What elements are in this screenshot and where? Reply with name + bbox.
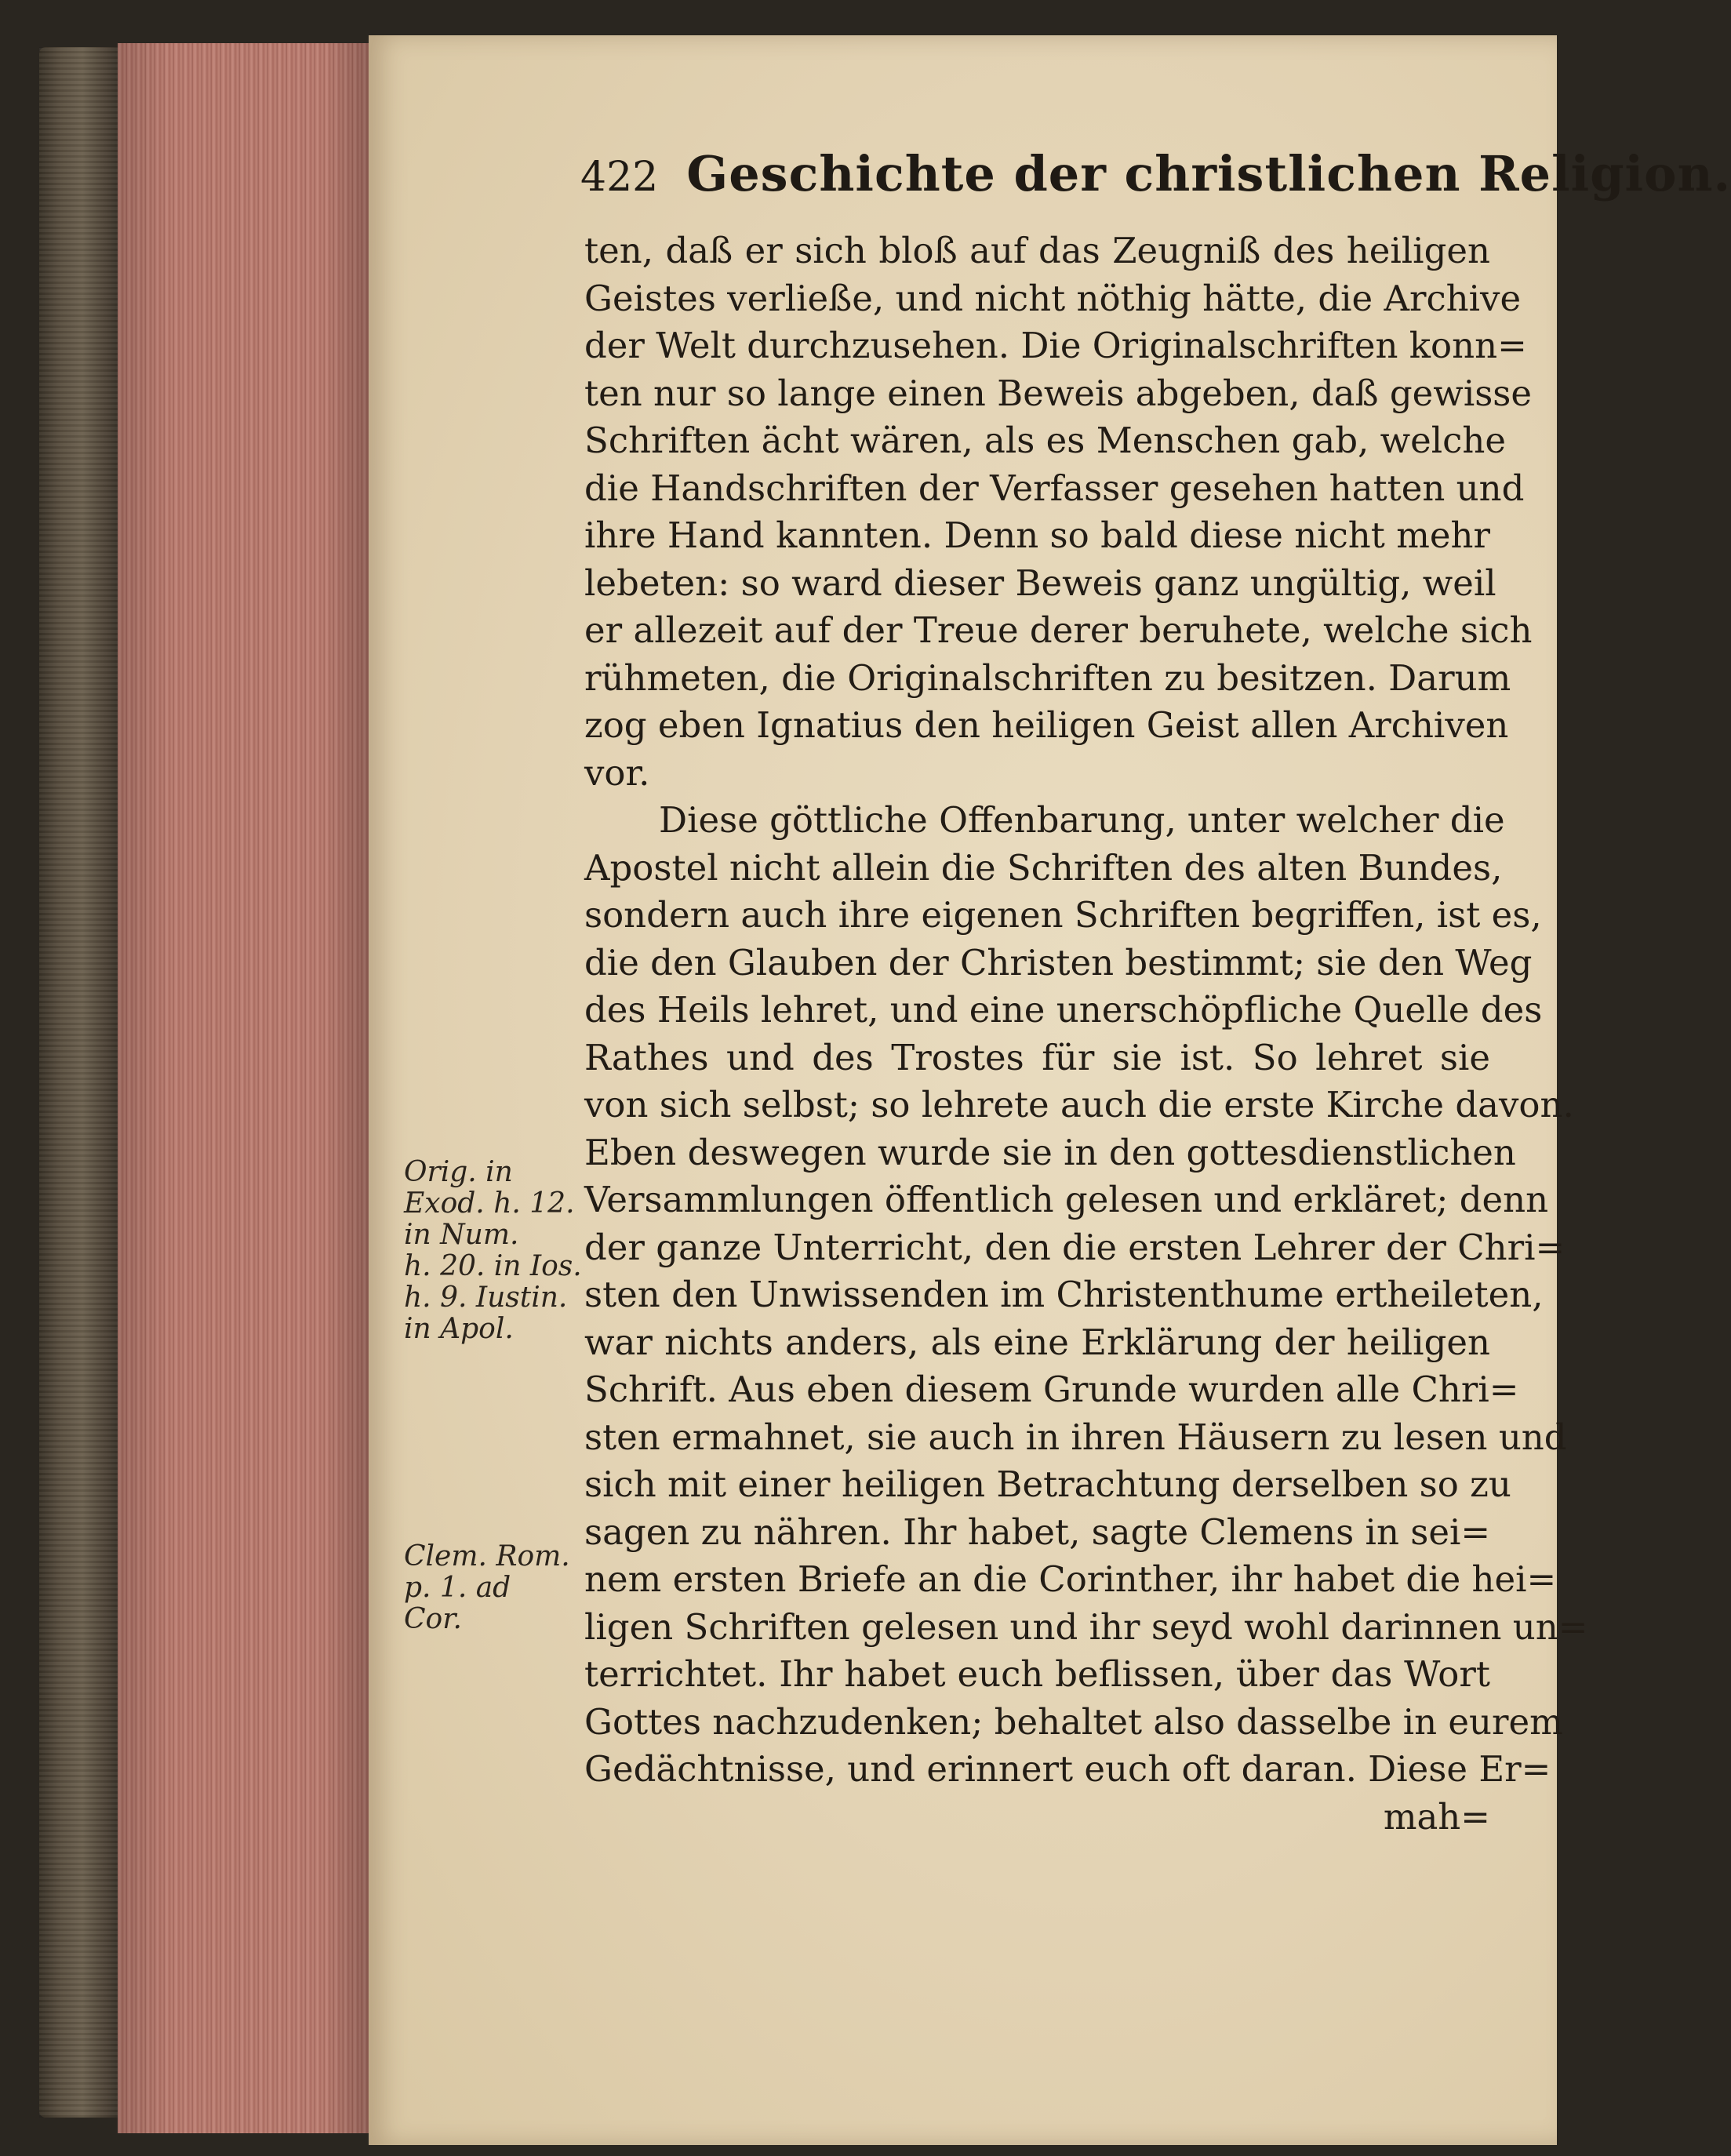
text-line: sagen zu nähren. Ihr habet, sagte Clemens in sei=	[584, 1511, 1491, 1553]
margin-note-line: p. 1. ad	[404, 1572, 511, 1604]
margin-note-clemens	[404, 1541, 576, 1635]
text-line: lebeten: so ward dieser Beweis ganz ungültig, weil	[584, 562, 1496, 604]
text-line: Rathes und des Trostes für sie ist. So lehret sie	[584, 1036, 1490, 1078]
catchword: mah=	[1383, 1795, 1490, 1838]
text-line: des Heils lehret, und eine unerschöpfliche Quelle des	[584, 989, 1543, 1031]
text-line: Gedächtnisse, und erinnert euch oft daran. Diese Er=	[584, 1748, 1551, 1790]
book-cover-spine	[39, 47, 125, 2118]
text-line: Geistes verließe, und nicht nöthig hätte, die Archive	[584, 277, 1522, 319]
page-number: 422	[580, 154, 659, 201]
paragraph-start-line: Diese göttliche Offenbarung, unter welcher die	[659, 799, 1505, 841]
text-line: Schriften ächt wären, als es Menschen gab, welche	[584, 420, 1506, 461]
margin-note-line: Exod. h. 12.	[404, 1187, 575, 1220]
text-line: die den Glauben der Christen bestimmt; sie den Weg	[584, 941, 1533, 983]
running-title: Geschichte der christlichen Religion.	[686, 145, 1731, 202]
margin-note-origen	[404, 1156, 582, 1345]
text-line: von sich selbst; so lehrete auch die erste Kirche davon.	[584, 1084, 1574, 1125]
page-edges	[118, 43, 376, 2133]
body-text	[584, 227, 1588, 1841]
text-line: Apostel nicht allein die Schriften des alten Bundes,	[584, 846, 1503, 889]
text-line: der Welt durchzusehen. Die Originalschriften konn=	[584, 325, 1527, 366]
text-line: die Handschriften der Verfasser gesehen hatten und	[584, 467, 1525, 509]
text-line: terrichtet. Ihr habet euch beflissen, über das Wort	[584, 1653, 1490, 1695]
text-line: sondern auch ihre eigenen Schriften begriffen, ist es,	[584, 894, 1542, 936]
text-line: sten ermahnet, sie auch in ihren Häusern zu lesen und	[584, 1416, 1567, 1458]
text-line: Eben deswegen wurde sie in den gottesdienstlichen	[584, 1131, 1516, 1173]
text-line: Schrift. Aus eben diesem Grunde wurden alle Chri=	[584, 1369, 1519, 1410]
margin-note-line: Clem. Rom.	[404, 1540, 570, 1572]
margin-note-line: Orig. in	[404, 1156, 513, 1188]
text-line: sich mit einer heiligen Betrachtung derselben so zu	[584, 1463, 1511, 1505]
margin-note-line: h. 20. in Ios.	[404, 1250, 582, 1282]
paragraph-end-line: vor.	[584, 751, 650, 794]
text-line: zog eben Ignatius den heiligen Geist allen Archiven	[584, 704, 1509, 746]
text-line: ligen Schriften gelesen und ihr seyd wohl darinnen un=	[584, 1605, 1588, 1648]
page-header	[580, 145, 1731, 216]
text-line: sten den Unwissenden im Christenthume ertheileten,	[584, 1274, 1544, 1315]
margin-note-line: h. 9. Iustin.	[404, 1282, 568, 1314]
text-line: rühmeten, die Originalschriften zu besitzen. Darum	[584, 656, 1511, 699]
text-line: er allezeit auf der Treue derer beruhete, welche sich	[584, 609, 1533, 651]
margin-note-line: in Apol.	[404, 1313, 514, 1345]
margin-note-line: in Num.	[404, 1219, 519, 1251]
text-line: Gottes nachzudenken; behaltet also dasselbe in eurem	[584, 1700, 1563, 1743]
text-line: nem ersten Briefe an die Corinther, ihr habet die hei=	[584, 1558, 1557, 1600]
text-line: Versammlungen öffentlich gelesen und erkläret; denn	[584, 1179, 1549, 1220]
text-line: ihre Hand kannten. Denn so bald diese nicht mehr	[584, 514, 1490, 556]
text-line: war nichts anders, als eine Erklärung der heiligen	[584, 1321, 1490, 1363]
text-line: der ganze Unterricht, den die ersten Lehrer der Chri=	[584, 1226, 1566, 1268]
text-line: ten nur so lange einen Beweis abgeben, daß gewisse	[584, 372, 1533, 414]
text-line: ten, daß er sich bloß auf das Zeugniß des heiligen	[584, 230, 1490, 271]
margin-note-line: Cor.	[404, 1603, 462, 1635]
